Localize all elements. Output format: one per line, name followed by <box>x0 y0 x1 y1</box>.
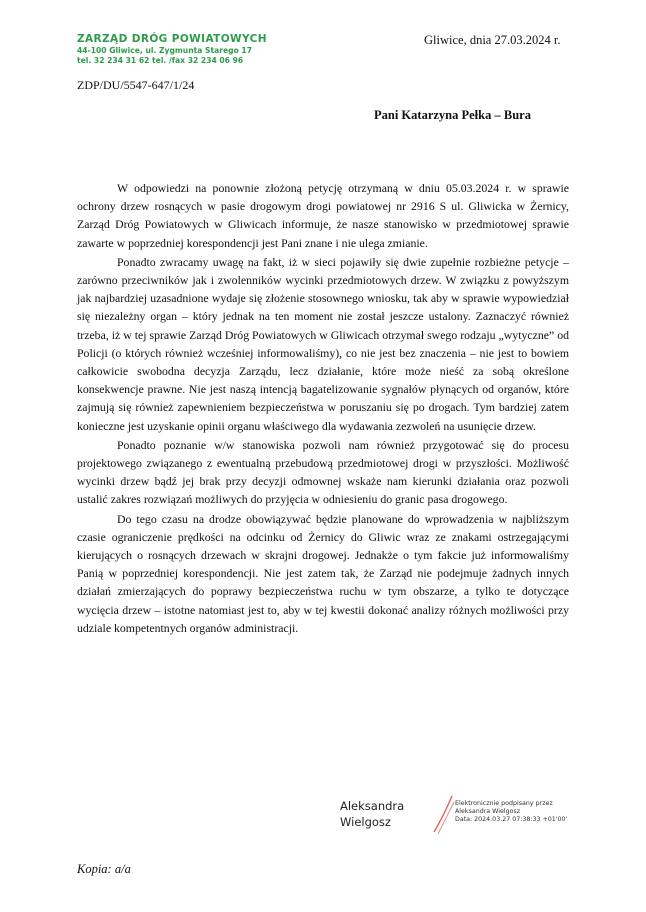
letter-body <box>77 179 569 638</box>
paragraph-2: Ponadto zwracamy uwagę na fakt, iż w sieci pojawiły się dwie zupełnie rozbieżne petycje – zarówno przeciwników jak i zwolenników wycinki przedmiotowych drzew. W związku z powyższym jak najbardziej uzasadnione wydaje się złożenie stosownego wniosku, tak aby w sprawie wypowiedział się niezależny organ – który jednak na ten moment nie został jeszcze ustalony. Zaznaczyć również trzeba, iż w tej sprawie Zarząd Dróg Powiatowych w Gliwicach otrzymał swego rodzaju „wytyczne” od Policji (o których również wcześniej informowaliśmy), co nie jest bez znaczenia – nie jest to bowiem całkowicie swobodna decyzja Zarządu, lecz działanie, które może nieść za sobą określone konsekwencje prawne. Nie jest naszą intencją bagatelizowanie sygnałów płynących od organów, które zajmują się również zapewnieniem bezpieczeństwa w poruszaniu się po drogach. Tym bardziej zatem konieczne jest uzyskanie opinii organu właściwego dla wydawania zezwoleń na usunięcie drzew. <box>77 254 569 433</box>
signer-first-name: Aleksandra <box>340 799 405 813</box>
recipient: Pani Katarzyna Pełka – Bura <box>374 108 531 122</box>
copy-note: Kopia: a/a <box>77 862 131 876</box>
paragraph-4: Do tego czasu na drodze obowiązywać będzie planowane do wprowadzenia w najbliższym czasie ograniczenie prędkości na odcinku od Żernicy do Gliwic wraz ze znakami ostrzegającymi kierujących o rosnących drzewach w skrajni drogowej. Jednakże o tym fakcie już informowaliśmy Panią w poprzedniej korespondencji. Nie jest zatem tak, że Zarząd nie podejmuje żadnych innych działań zmierzających do poprawy bezpieczeństwa ruchu w tym obszarze, a tylko te dotyczące wycięcia drzew – istotne natomiast jest to, aby w tej kwestii dokonać analizy różnych możliwości przy udziale kompetentnych organów administracji. <box>77 511 569 635</box>
signature-check-icon <box>430 792 458 836</box>
org-contact: tel. 32 234 31 62 tel. /fax 32 234 06 96 <box>77 56 244 65</box>
org-address: 44-100 Gliwice, ul. Zygmunta Starego 17 <box>77 46 252 55</box>
place-date: Gliwice, dnia 27.03.2024 r. <box>424 33 561 47</box>
e-signature-line-2: Aleksandra Wielgosz <box>455 808 521 816</box>
e-signature-info <box>455 800 567 825</box>
letterhead <box>77 33 267 66</box>
e-signature-line-1: Elektronicznie podpisany przez <box>455 800 553 807</box>
org-name: ZARZĄD DRÓG POWIATOWYCH <box>77 33 267 45</box>
e-signature-line-3: Data: 2024.03.27 07:38:33 +01'00' <box>455 816 568 824</box>
paragraph-1: W odpowiedzi na ponownie złożoną petycję otrzymaną w dniu 05.03.2024 r. w sprawie ochrony drzew rosnących w pasie drogowym drogi powiatowej nr 2916 S ul. Gliwicka w Żernicy, Zarząd Dróg Powiatowych w Gliwicach informuje, że nasze stanowisko w przedmiotowej sprawie zawarte w poprzedniej korespondencji jest Pani znane i nie ulega zmianie. <box>77 181 569 250</box>
signer-last-name: Wielgosz <box>340 815 391 829</box>
reference-number: ZDP/DU/5547-647/1/24 <box>77 78 195 92</box>
paragraph-3: Ponadto poznanie w/w stanowiska pozwoli nam również przygotować się do procesu projektowego związanego z ewentualną przebudową przedmiotowej drogi w przyszłości. Możliwość wycinki drzew bądź jej brak przy decyzji odmownej wskaże nam kierunki działania oraz pozwoli ustalić zakres rozwiązań możliwych do przyjęcia w odniesieniu do granic pasa drogowego. <box>77 437 569 507</box>
signer-name <box>340 798 404 830</box>
